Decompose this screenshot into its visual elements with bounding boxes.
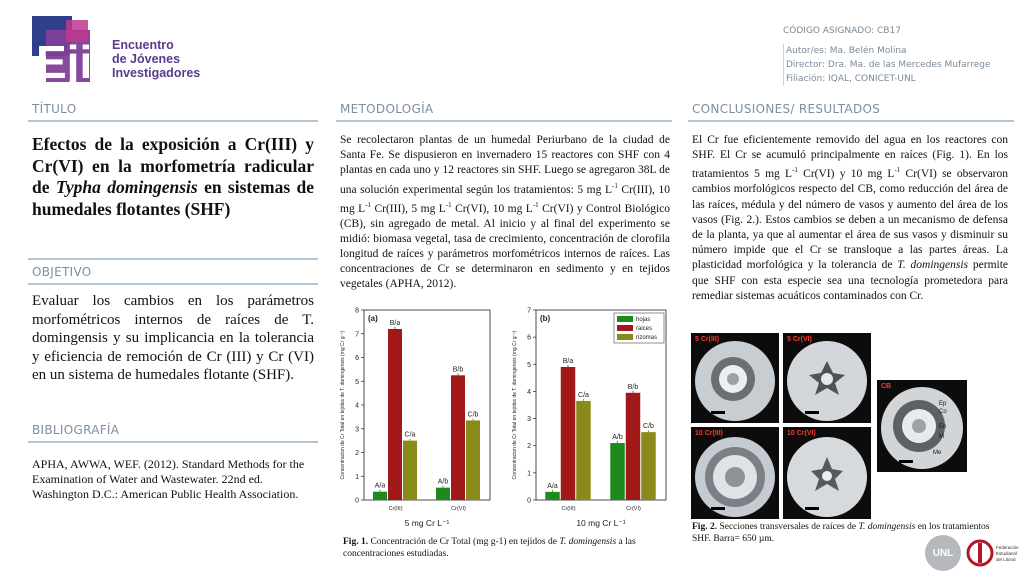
y-tick-label: 6 xyxy=(527,334,531,342)
section-divider xyxy=(336,120,672,122)
objective-text: Evaluar los cambios en los parámetros morfométricos internos de raíces de T. domingensis y su implicancia en la tolerancia y eficiencia de remoción de Cr (III) y Cr (VI) en un sistema de humedales flotante (SHF). xyxy=(32,293,314,383)
y-tick-label: 3 xyxy=(527,416,531,424)
title-species: Typha domingensis xyxy=(55,177,198,197)
bar-rizomas-0 xyxy=(403,441,417,500)
y-tick-label: 7 xyxy=(527,307,531,315)
micrograph-label: 10 Cr(III) xyxy=(695,430,724,437)
micrograph-5-cr6 xyxy=(783,333,871,423)
chart-panel-a xyxy=(328,300,496,537)
bar-data-label: C/b xyxy=(643,423,654,431)
y-tick-label: 2 xyxy=(527,443,531,451)
bar-data-label: A/b xyxy=(612,434,623,441)
section-divider xyxy=(28,258,318,260)
logo-line-3: Investigadores xyxy=(112,66,201,80)
bibliography-text: APHA, AWWA, WEF. (2012). Standard Methods for the Examination of Water and Wastewater. 22nd ed. Washington D.C.: American Public Health Association. xyxy=(32,457,305,501)
bar-data-label: A/a xyxy=(374,482,386,490)
y-tick-label: 6 xyxy=(355,355,359,362)
chart-b-svg xyxy=(500,300,672,532)
scale-bar xyxy=(899,460,913,463)
bar-rizomas-1 xyxy=(641,432,655,500)
bar-rizomas-0 xyxy=(576,401,590,500)
annotation-co: Co xyxy=(939,409,947,415)
micrograph-cb xyxy=(877,380,967,472)
y-tick-label: 5 xyxy=(355,378,359,386)
y-tick-label: 3 xyxy=(355,426,359,434)
micrograph-label: 5 Cr(VI) xyxy=(787,336,812,343)
x-axis-label: 10 mg Cr L⁻¹ xyxy=(576,518,626,528)
legend-swatch-rizomas xyxy=(617,334,633,340)
poster-title: Efectos de la exposición a Cr(III) y Cr(VI) en la morfometría radicular de Typha domingensis en sistemas de humedales flotantes (SHF) xyxy=(32,134,314,219)
bar-hojas-1 xyxy=(610,443,624,500)
annotation-en: En xyxy=(939,424,947,430)
bar-raices-1 xyxy=(451,375,465,500)
eji-logo xyxy=(32,16,104,88)
y-tick-label: 0 xyxy=(355,497,359,505)
svg-text:Federación: Federación xyxy=(996,545,1019,550)
y-axis-label: Concentracion de Cr Total en tejidos de T. domingensis (mg Cr g⁻¹) xyxy=(512,330,518,480)
svg-text:Estudiantil: Estudiantil xyxy=(996,551,1017,556)
bar-raices-0 xyxy=(561,367,575,500)
bar-hojas-1 xyxy=(436,488,450,500)
feu-logo xyxy=(966,535,1022,571)
methodology-text: Se recolectaron plantas de un humedal Periurbano de la ciudad de Santa Fe. Se dispusieron en invernadero 15 reactores con SHF con 4 plantas en cada uno y 12 reactores sin SHF. Luego se agregaron 38L de una solución experimental según los tratamientos: 5 mg $L^{-1}$ Cr(III), 10 mg $L^{-1}$ Cr(III), 5 mg $L^{-1}$ Cr(VI), 10 mg $L^{-1}$ Cr(VI) y Control Biológico (CB), sin agregado de metal. Al inicio y al final del experimento se midió: biomasa vegetal, tasa de crecimiento, concentración de clorofila longitud de raíces y parámetros morfométricos internos de raíces. Las concentraciones de Cr se determinaron en sedimento y en tejidos vegetales (APHA, 2012). xyxy=(340,134,671,291)
bar-hojas-0 xyxy=(545,492,559,500)
annotation-m: M xyxy=(939,434,944,440)
bar-hojas-0 xyxy=(373,492,387,500)
y-tick-label: 1 xyxy=(355,473,359,481)
assigned-code: CÓDIGO ASIGNADO: CB17 xyxy=(783,26,901,36)
bar-rizomas-1 xyxy=(466,420,480,500)
scale-bar xyxy=(805,411,819,414)
logo-wordmark xyxy=(112,38,200,80)
y-tick-label: 1 xyxy=(527,470,531,478)
author-block xyxy=(783,44,991,86)
figure-2-caption: Fig. 2. Secciones transversales de raíces de T. domingensis en los tratamientos SHF. Barra= 650 µm. xyxy=(692,522,990,544)
bar-data-label: B/a xyxy=(389,320,401,327)
chart-a-svg xyxy=(328,300,496,532)
svg-text:del Litoral: del Litoral xyxy=(996,557,1016,562)
micrograph-label: 10 Cr(VI) xyxy=(787,430,816,437)
legend-label-raices: raices xyxy=(636,326,653,332)
bar-data-label: C/a xyxy=(578,391,589,399)
bar-data-label: A/b xyxy=(437,478,449,486)
section-metodologia-heading: METODOLOGÍA xyxy=(340,102,434,116)
y-tick-label: 2 xyxy=(355,450,359,457)
legend-swatch-raices xyxy=(617,325,633,331)
figure-1-caption: Fig. 1. Concentración de Cr Total (mg g-1) en tejidos de T. domingensis a las concentraciones estudiadas. xyxy=(343,537,636,559)
bar-raices-0 xyxy=(388,329,402,500)
section-titulo-heading: TÍTULO xyxy=(32,102,77,116)
chart-panel-b xyxy=(500,300,672,537)
bar-data-label: B/a xyxy=(562,358,574,365)
bar-data-label: B/b xyxy=(627,383,639,391)
bar-data-label: B/b xyxy=(452,366,464,374)
scale-bar xyxy=(711,507,725,510)
logo-letters: Eji xyxy=(36,36,93,88)
micrograph-10-cr3 xyxy=(691,427,779,519)
x-tick-label: Cr(VI) xyxy=(451,506,466,512)
micrograph-label: CB xyxy=(881,383,892,390)
author: Autor/es: Ma. Belén Molina xyxy=(786,46,907,56)
affiliation: Filiación: IQAL, CONICET-UNL xyxy=(786,74,916,84)
y-tick-label: 0 xyxy=(527,497,531,505)
unl-logo: UNL xyxy=(925,535,961,571)
panel-label: (b) xyxy=(540,314,551,323)
y-axis-label: Concentracion de Cr Total en tejidos de T. domingensis (mg Cr g⁻¹) xyxy=(340,330,346,480)
micrograph-5-cr3 xyxy=(691,333,779,423)
y-tick-label: 4 xyxy=(355,402,359,410)
micrograph-label: 5 Cr(III) xyxy=(695,336,720,343)
y-tick-label: 8 xyxy=(355,307,359,315)
conclusions-text: El Cr fue eficientemente removido del agua en los reactores con SHF. El Cr se acumuló principalmente en raíces (Fig. 1). En los tratamientos 5 mg $L^{-1}$ Cr(VI) y 10 mg $L^{-1}$ Cr(VI) se observaron cambios morfológicos respecto del CB, como reducción del área de las raíces, médula y del número de vasos y aumento del área de los vasos (Fig. 2.). Estos cambios se deben a un mecanismo de defensa de la planta, ya que al aumentar el área de sus vasos y disminuir su número impide que el Cr se transloque a las partes áreas. La plasticidad morfológica y la tolerancia de T. domingensis permite que SHF con esta especie sea una tecnología prometedora para remediar sistemas acuáticos contaminados con Cr. xyxy=(692,134,1009,302)
bar-raices-1 xyxy=(626,393,640,500)
legend-swatch-hojas xyxy=(617,316,633,322)
section-bibliografia-heading: BIBLIOGRAFÍA xyxy=(32,423,120,437)
section-objetivo-heading: OBJETIVO xyxy=(32,265,92,279)
annotation-ep: Ep xyxy=(939,401,947,407)
director: Director: Dra. Ma. de las Mercedes Mufarrege xyxy=(786,60,991,70)
section-divider xyxy=(688,120,1014,122)
scale-bar xyxy=(805,507,819,510)
section-divider xyxy=(28,120,318,122)
scale-bar xyxy=(711,411,725,414)
logo-line-1: Encuentro xyxy=(112,38,174,52)
logo-line-2: de Jóvenes xyxy=(112,52,181,66)
section-conclusiones-heading: CONCLUSIONES/ RESULTADOS xyxy=(692,102,881,116)
legend-label-rizomas: rizomas xyxy=(636,335,658,341)
micrograph-10-cr6 xyxy=(783,427,871,519)
x-axis-label: 5 mg Cr L⁻¹ xyxy=(404,518,450,528)
x-tick-label: Cr(VI) xyxy=(626,506,641,512)
annotation-me: Me xyxy=(933,450,942,456)
bar-data-label: C/b xyxy=(467,411,479,419)
panel-label: (a) xyxy=(368,314,378,323)
y-tick-label: 5 xyxy=(527,361,531,369)
bar-data-label: A/a xyxy=(547,482,558,490)
x-tick-label: Cr(III) xyxy=(388,506,403,512)
section-divider xyxy=(28,283,318,285)
x-tick-label: Cr(III) xyxy=(561,506,576,512)
legend-label-hojas: hojas xyxy=(636,317,651,323)
y-tick-label: 7 xyxy=(355,331,359,339)
bar-data-label: C/a xyxy=(404,431,416,439)
y-tick-label: 4 xyxy=(527,388,531,396)
section-divider xyxy=(28,441,318,443)
